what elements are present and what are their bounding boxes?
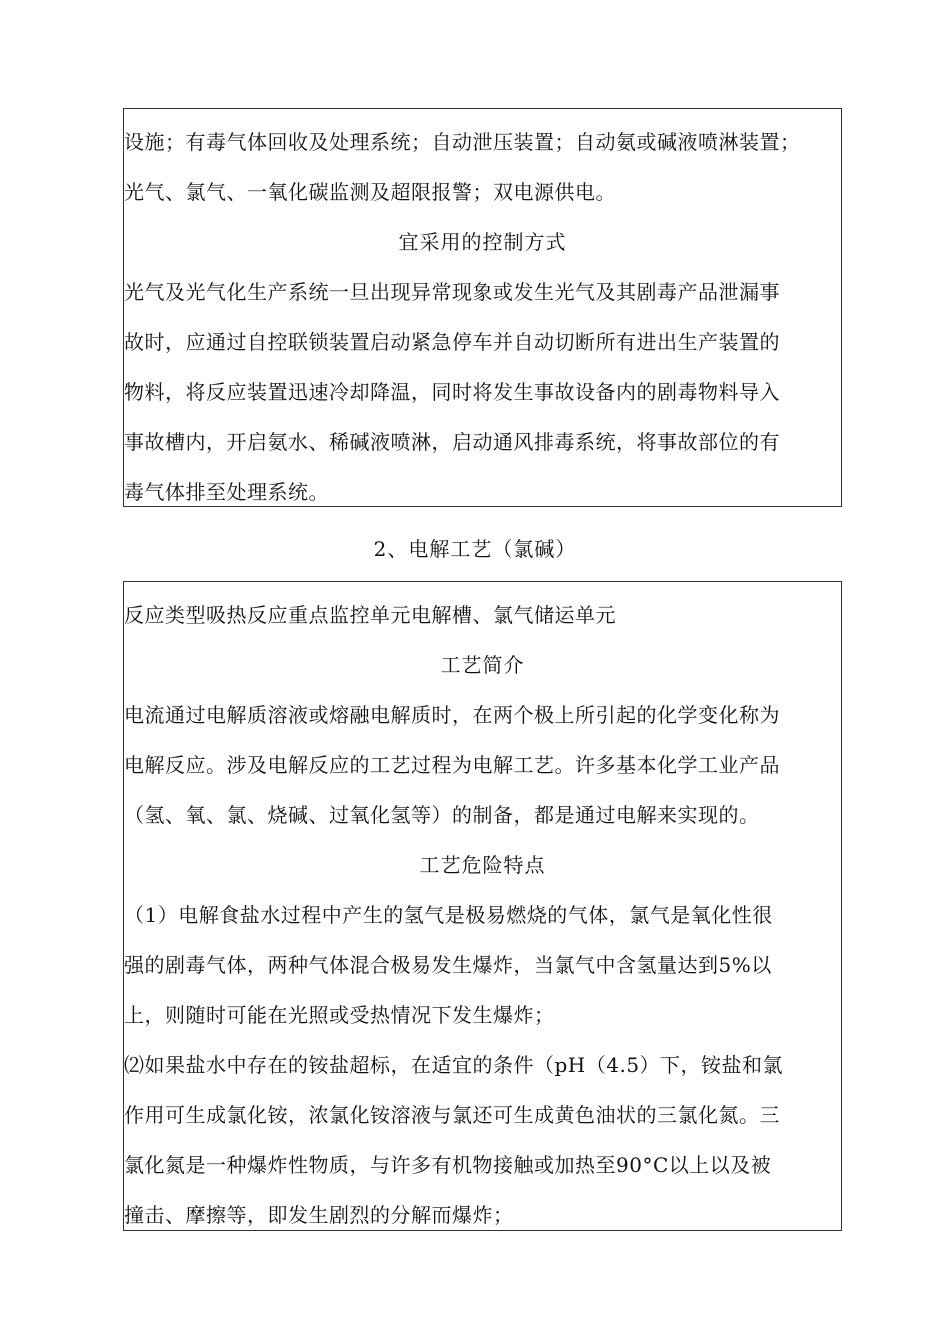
text-line: （氢、氧、氯、烧碱、过氧化氢等）的制备，都是通过电解来实现的。 — [124, 803, 760, 827]
section-heading: 工艺简介 — [440, 653, 525, 677]
text-line: 事故槽内，开启氨水、稀碱液喷淋，启动通风排毒系统，将事故部位的有 — [124, 430, 780, 454]
section-heading: 工艺危险特点 — [419, 853, 546, 877]
text-line: （1）电解食盐水过程中产生的氢气是极易燃烧的气体，氯气是氧化性很 — [124, 903, 773, 927]
text-line: 毒气体排至处理系统。 — [124, 480, 329, 504]
text-line: 光气、氯气、一氧化碳监测及超限报警；双电源供电。 — [124, 180, 616, 204]
text-line: 上，则随时可能在光照或受热情况下发生爆炸； — [124, 1003, 555, 1027]
text-line: 设施；有毒气体回收及处理系统；自动泄压装置；自动氨或碱液喷淋装置； — [124, 130, 801, 154]
text-line: 撞击、摩擦等，即发生剧烈的分解而爆炸； — [124, 1203, 514, 1227]
text-line: 反应类型吸热反应重点监控单元电解槽、氯气储运单元 — [124, 603, 616, 627]
text-line: 电解反应。涉及电解反应的工艺过程为电解工艺。许多基本化学工业产品 — [124, 753, 780, 777]
page-title: 2、电解工艺（氯碱） — [373, 537, 577, 561]
section-heading: 宜采用的控制方式 — [398, 230, 567, 254]
text-line: 作用可生成氯化铵，浓氯化铵溶液与氯还可生成黄色油状的三氯化氮。三 — [124, 1103, 780, 1127]
text-line: 故时，应通过自控联锁装置启动紧急停车并自动切断所有进出生产装置的 — [124, 330, 780, 354]
text-line: 强的剧毒气体，两种气体混合极易发生爆炸，当氯气中含氢量达到5%以 — [124, 953, 772, 977]
text-line: 物料，将反应装置迅速冷却降温，同时将发生事故设备内的剧毒物料导入 — [124, 380, 780, 404]
text-line: ⑵如果盐水中存在的铵盐超标，在适宜的条件（pH（4.5）下，铵盐和氯 — [124, 1053, 784, 1077]
text-line: 光气及光气化生产系统一旦出现异常现象或发生光气及其剧毒产品泄漏事 — [124, 280, 780, 304]
text-line: 氯化氮是一种爆炸性物质，与许多有机物接触或加热至90°C以上以及被 — [124, 1153, 772, 1177]
text-line: 电流通过电解质溶液或熔融电解质时，在两个极上所引起的化学变化称为 — [124, 703, 780, 727]
